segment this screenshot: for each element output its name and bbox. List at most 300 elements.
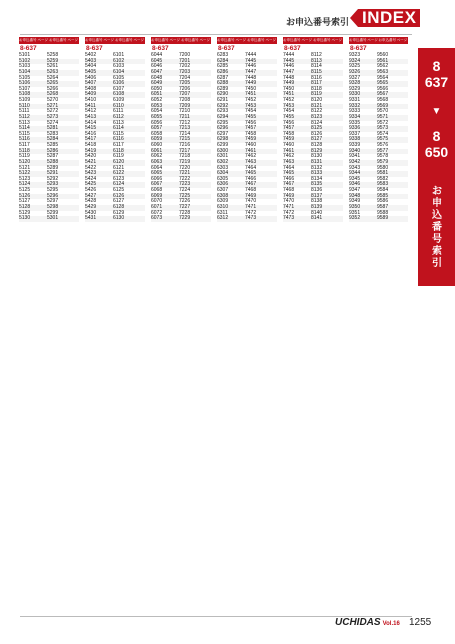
index-rows (349, 53, 408, 222)
index-row (217, 216, 277, 222)
column-header-label: お申込番号 (313, 38, 331, 42)
order-number: 5117 (19, 142, 30, 148)
order-number: 5265 (47, 80, 59, 87)
order-number: 9568 (377, 97, 389, 103)
order-number: 9326 (349, 68, 361, 75)
order-number: 6123 (113, 175, 125, 182)
column-header-label: ページ (367, 38, 378, 42)
order-number: 9351 (349, 209, 361, 216)
order-number: 7446 (245, 63, 257, 70)
order-number: 6062 (151, 153, 163, 160)
order-number: 5407 (85, 80, 97, 87)
order-number: 7450 (245, 85, 257, 92)
order-number: 6046 (151, 63, 163, 70)
order-number: 6127 (113, 198, 125, 205)
column-header-label: お申込番号 (85, 38, 103, 42)
order-number: 6126 (113, 192, 125, 199)
order-number: 7202 (179, 63, 191, 70)
order-number: 6292 (217, 102, 229, 109)
order-number: 8113 (311, 57, 322, 64)
order-number: 6064 (151, 164, 163, 171)
order-number: 6304 (217, 170, 229, 177)
category-label: 8-637 (284, 45, 301, 52)
index-column (217, 37, 277, 611)
order-number: 5285 (47, 142, 59, 148)
order-number: 8122 (311, 108, 323, 115)
order-number: 7218 (179, 153, 191, 160)
index-row (283, 216, 343, 222)
order-number: 5115 (19, 130, 30, 137)
range-from-minor: 637 (424, 74, 449, 90)
order-number: 8124 (311, 119, 323, 126)
column-header-label: お申込番号 (378, 38, 396, 42)
index-rows (283, 53, 343, 222)
column-header-label: ページ (67, 38, 78, 42)
order-number: 7451 (283, 91, 295, 98)
order-number: 8134 (311, 175, 323, 182)
order-number: 5119 (19, 153, 30, 160)
order-number: 7464 (245, 164, 257, 171)
category-label: 8-637 (350, 45, 367, 52)
order-number: 5417 (85, 136, 97, 143)
order-number: 5422 (85, 164, 97, 171)
order-number: 7446 (283, 63, 295, 70)
order-number: 7449 (283, 80, 295, 87)
order-number: 7447 (283, 68, 295, 75)
index-row (19, 216, 79, 222)
order-number: 6311 (217, 209, 228, 216)
order-number: 9338 (349, 136, 361, 143)
order-number: 7455 (245, 113, 257, 120)
order-number: 6120 (113, 158, 125, 165)
order-number: 5118 (19, 147, 30, 154)
order-number: 6055 (151, 113, 163, 120)
order-number: 7228 (179, 209, 191, 216)
order-number: 6110 (113, 102, 124, 109)
index-table (19, 37, 413, 611)
order-number: 9330 (349, 91, 361, 98)
index-arrow-icon (350, 9, 358, 27)
order-number: 7210 (179, 108, 191, 115)
brand-logo (335, 617, 400, 628)
order-number: 7211 (179, 113, 190, 120)
order-number: 6286 (217, 68, 229, 75)
order-number: 6293 (217, 108, 229, 115)
order-number: 5266 (47, 85, 59, 92)
column-header (19, 37, 79, 44)
order-number: 6295 (217, 119, 229, 126)
index-rows (151, 53, 211, 222)
order-number: 9346 (349, 181, 361, 188)
order-number: 5103 (19, 63, 31, 70)
column-header (283, 37, 343, 44)
order-number: 7221 (179, 170, 191, 177)
order-number: 7468 (283, 187, 295, 193)
order-number: 9327 (349, 74, 361, 81)
order-number: 5283 (47, 130, 59, 137)
brand-name: UCHIDAS (335, 617, 381, 628)
order-number: 7223 (179, 181, 191, 188)
order-number: 8118 (311, 85, 322, 92)
order-number: 5421 (85, 158, 97, 165)
order-number: 6285 (217, 63, 229, 70)
order-number: 7455 (283, 113, 295, 120)
order-number: 6053 (151, 102, 163, 109)
order-number: 8141 (311, 215, 323, 222)
order-number: 9589 (377, 215, 389, 222)
order-number: 9583 (377, 181, 389, 188)
order-number: 5415 (85, 125, 97, 132)
order-number: 7445 (283, 57, 295, 64)
order-number: 5108 (19, 91, 31, 98)
order-number: 8128 (311, 142, 323, 148)
order-number: 6130 (113, 215, 125, 222)
range-to-minor: 650 (424, 144, 449, 160)
order-number: 6047 (151, 68, 163, 75)
order-number: 9571 (377, 113, 389, 120)
order-number: 7467 (245, 181, 257, 188)
order-number: 5287 (47, 153, 59, 160)
order-number: 5297 (47, 198, 59, 205)
order-number: 5123 (19, 175, 31, 182)
order-number: 6102 (113, 57, 125, 64)
order-number: 7450 (283, 85, 295, 92)
order-number: 7452 (245, 97, 257, 103)
range-arrow-icon: ▼ (431, 106, 442, 117)
order-number: 7206 (179, 85, 191, 92)
order-number: 8126 (311, 130, 323, 137)
order-number: 5409 (85, 91, 97, 98)
order-number: 8133 (311, 170, 323, 177)
order-number: 7461 (283, 147, 295, 154)
order-number: 6115 (113, 130, 124, 137)
order-number: 5263 (47, 68, 59, 75)
order-number: 5284 (47, 136, 59, 143)
order-number: 7215 (179, 136, 191, 143)
order-number: 5416 (85, 130, 97, 137)
order-number: 6114 (113, 125, 124, 132)
order-number: 8116 (311, 74, 322, 81)
order-number: 6112 (113, 113, 124, 120)
order-number: 9562 (377, 63, 389, 70)
order-number: 9349 (349, 198, 361, 205)
order-number: 9344 (349, 170, 361, 177)
order-number: 9325 (349, 63, 361, 70)
order-number: 6309 (217, 198, 229, 205)
order-number: 7227 (179, 203, 191, 210)
order-number: 7458 (245, 130, 257, 137)
order-number: 8137 (311, 192, 323, 199)
column-header-label: お申込番号 (151, 38, 169, 42)
order-number: 6297 (217, 130, 229, 137)
index-row (85, 216, 145, 222)
order-number: 8117 (311, 80, 322, 87)
order-number: 9334 (349, 113, 361, 120)
order-number: 6305 (217, 175, 229, 182)
index-row (151, 216, 211, 222)
order-number: 7456 (245, 119, 257, 126)
order-number: 6303 (217, 164, 229, 171)
order-number: 6044 (151, 52, 163, 58)
order-number: 7454 (283, 108, 295, 115)
column-header-label: ページ (396, 38, 408, 42)
order-number: 8112 (311, 52, 322, 58)
order-number: 7473 (283, 215, 295, 222)
order-number: 5296 (47, 192, 59, 199)
order-number: 6111 (113, 108, 124, 115)
order-number: 6069 (151, 192, 163, 199)
order-number: 8130 (311, 153, 323, 160)
order-number: 5120 (19, 158, 31, 165)
order-number: 6050 (151, 85, 163, 92)
order-number: 9561 (377, 57, 389, 64)
order-number: 5408 (85, 85, 97, 92)
order-number: 7468 (245, 187, 257, 193)
order-number: 6310 (217, 203, 229, 210)
order-number: 6290 (217, 91, 229, 98)
order-number: 7471 (283, 203, 295, 210)
order-number: 8127 (311, 136, 323, 143)
brand-volume: Vol.16 (382, 621, 400, 627)
order-number: 7212 (179, 119, 191, 126)
order-number: 6298 (217, 136, 229, 143)
column-header-label: お申込番号 (181, 38, 199, 42)
order-number: 5270 (47, 97, 59, 103)
order-number: 6058 (151, 130, 163, 137)
column-header-label: ページ (235, 38, 246, 42)
order-number: 6116 (113, 136, 124, 143)
order-number: 7447 (245, 68, 257, 75)
order-number: 5105 (19, 74, 31, 81)
order-number: 5127 (19, 198, 31, 205)
order-number: 5403 (85, 57, 97, 64)
order-number: 7229 (179, 215, 191, 222)
order-number: 6073 (151, 215, 163, 222)
order-number: 5109 (19, 97, 31, 103)
order-number: 5427 (85, 192, 97, 199)
order-number: 5289 (47, 164, 59, 171)
order-number: 9352 (349, 215, 361, 222)
order-number: 6307 (217, 187, 229, 193)
index-column (85, 37, 145, 611)
order-number: 5130 (19, 215, 31, 222)
order-number: 7200 (179, 52, 191, 58)
order-number: 5121 (19, 164, 31, 171)
index-badge (350, 9, 420, 27)
order-number: 6054 (151, 108, 163, 115)
order-number: 5295 (47, 187, 59, 193)
order-number: 6049 (151, 80, 163, 87)
order-number: 7466 (283, 175, 295, 182)
order-number: 9586 (377, 198, 389, 205)
order-number: 9564 (377, 74, 389, 81)
column-header-label: お申込番号 (19, 38, 37, 42)
order-number: 9339 (349, 142, 361, 148)
order-number: 9572 (377, 119, 389, 126)
index-column (151, 37, 211, 611)
order-number: 7208 (179, 97, 191, 103)
order-number: 6101 (113, 52, 125, 58)
order-number: 9563 (377, 68, 389, 75)
order-number: 9574 (377, 130, 389, 137)
order-number: 6056 (151, 119, 163, 126)
order-number: 5271 (47, 102, 59, 109)
index-column (349, 37, 408, 611)
order-number: 6122 (113, 170, 125, 177)
column-header-label: お申込番号 (115, 38, 133, 42)
index-label: INDEX (358, 9, 420, 27)
order-number: 5258 (47, 52, 59, 58)
order-number: 7457 (245, 125, 257, 132)
order-number: 8139 (311, 203, 323, 210)
order-number: 6048 (151, 74, 163, 81)
order-number: 5259 (47, 57, 59, 64)
order-number: 9337 (349, 130, 361, 137)
order-number: 6128 (113, 203, 125, 210)
order-number: 6302 (217, 158, 229, 165)
order-number: 7453 (283, 102, 295, 109)
order-number: 7222 (179, 175, 191, 182)
index-row (349, 216, 408, 222)
order-number: 9342 (349, 158, 361, 165)
order-number: 8135 (311, 181, 323, 188)
order-number: 5272 (47, 108, 59, 115)
order-number: 6052 (151, 97, 163, 103)
order-number: 7458 (283, 130, 295, 137)
order-number: 8140 (311, 209, 323, 216)
order-number: 9340 (349, 147, 361, 154)
order-number: 9580 (377, 164, 389, 171)
order-number: 7453 (245, 102, 257, 109)
order-number: 9576 (377, 142, 389, 148)
order-number: 6060 (151, 142, 163, 148)
order-number: 5286 (47, 147, 59, 154)
order-number: 5423 (85, 170, 97, 177)
order-number: 9567 (377, 91, 389, 98)
order-number: 7444 (245, 52, 257, 58)
order-number: 6070 (151, 198, 163, 205)
order-number: 5291 (47, 170, 59, 177)
category-label: 8-637 (20, 45, 37, 52)
order-number: 7204 (179, 74, 191, 81)
order-number: 6291 (217, 97, 229, 103)
order-number: 5406 (85, 74, 97, 81)
order-number: 9333 (349, 108, 361, 115)
order-number: 9565 (377, 80, 389, 87)
order-number: 9577 (377, 147, 389, 154)
order-number: 5430 (85, 209, 97, 216)
order-number: 6288 (217, 80, 229, 87)
range-side-tab[interactable] (418, 48, 455, 286)
order-number: 7457 (283, 125, 295, 132)
order-number: 8114 (311, 63, 322, 70)
order-number: 7470 (283, 198, 295, 205)
order-number: 5288 (47, 158, 59, 165)
order-number: 5402 (85, 52, 97, 58)
order-number: 5102 (19, 57, 31, 64)
order-number: 7224 (179, 187, 191, 193)
column-header-label: ページ (301, 38, 312, 42)
order-number: 5101 (19, 52, 31, 58)
order-number: 9328 (349, 80, 361, 87)
order-number: 7205 (179, 80, 191, 87)
column-header-label: お申込番号 (283, 38, 301, 42)
order-number: 5124 (19, 181, 31, 188)
column-header-label: お申込番号 (217, 38, 235, 42)
order-number: 8129 (311, 147, 323, 154)
order-number: 7219 (179, 158, 191, 165)
column-header-label: ページ (103, 38, 114, 42)
order-number: 6107 (113, 85, 125, 92)
category-label: 8-637 (86, 45, 103, 52)
order-number: 5411 (85, 102, 96, 109)
order-number: 7472 (283, 209, 295, 216)
order-number: 7220 (179, 164, 191, 171)
order-number: 7473 (245, 215, 257, 222)
order-number: 9348 (349, 192, 361, 199)
index-column (19, 37, 79, 611)
order-number: 5273 (47, 113, 59, 120)
order-number: 5298 (47, 203, 59, 210)
column-header (217, 37, 277, 44)
index-rows (19, 53, 79, 222)
order-number: 6117 (113, 142, 124, 148)
order-number: 5405 (85, 68, 97, 75)
order-number: 7451 (245, 91, 257, 98)
order-number: 6057 (151, 125, 163, 132)
order-number: 6121 (113, 164, 125, 171)
column-header-label: ページ (199, 38, 210, 42)
order-number: 7225 (179, 192, 191, 199)
order-number: 7201 (179, 57, 191, 64)
page-header (0, 0, 455, 40)
order-number: 5293 (47, 181, 59, 188)
order-number: 9323 (349, 52, 361, 58)
column-header-label: ページ (265, 38, 276, 42)
order-number: 6125 (113, 187, 125, 193)
order-number: 7460 (283, 142, 295, 148)
order-number: 9341 (349, 153, 361, 160)
order-number: 6072 (151, 209, 163, 216)
order-number: 8131 (311, 158, 323, 165)
order-number: 7464 (283, 164, 295, 171)
order-number: 9336 (349, 125, 361, 132)
order-number: 5425 (85, 181, 97, 188)
order-number: 6103 (113, 63, 125, 70)
order-number: 6294 (217, 113, 229, 120)
order-number: 5431 (85, 215, 97, 222)
column-header-label: お申込番号 (49, 38, 67, 42)
order-number: 7459 (245, 136, 257, 143)
order-number: 9573 (377, 125, 389, 132)
order-number: 6296 (217, 125, 229, 132)
order-number: 9575 (377, 136, 389, 143)
order-number: 5404 (85, 63, 97, 70)
order-number: 6283 (217, 52, 229, 58)
order-number: 5410 (85, 97, 97, 103)
order-number: 5428 (85, 198, 97, 205)
order-number: 5418 (85, 142, 97, 148)
order-number: 6119 (113, 153, 124, 160)
order-number: 6071 (151, 203, 163, 210)
order-number: 9579 (377, 158, 389, 165)
order-number: 6301 (217, 153, 229, 160)
order-number: 5106 (19, 80, 31, 87)
order-number: 9582 (377, 175, 389, 182)
order-number: 5114 (19, 125, 30, 132)
order-number: 5301 (47, 215, 59, 222)
order-number: 5281 (47, 125, 59, 132)
